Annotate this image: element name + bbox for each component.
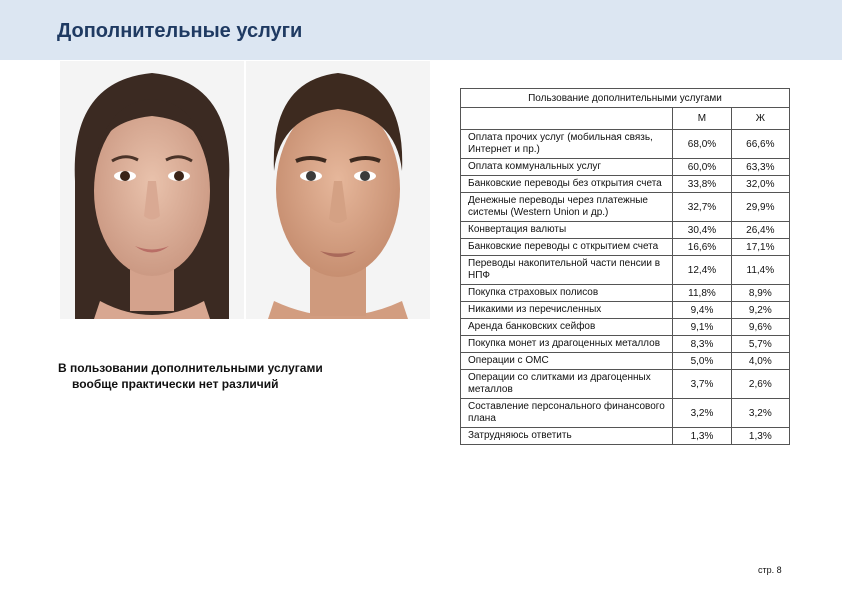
row-value-f: 5,7% xyxy=(731,336,789,353)
column-header-f: Ж xyxy=(731,108,789,130)
row-label: Оплата прочих услуг (мобильная связь, Интернет и пр.) xyxy=(461,130,673,159)
row-label: Составление персонального финансового плана xyxy=(461,399,673,428)
row-value-m: 11,8% xyxy=(673,285,731,302)
row-label: Аренда банковских сейфов xyxy=(461,319,673,336)
row-value-f: 11,4% xyxy=(731,256,789,285)
table-row xyxy=(461,399,790,428)
header-blank-cell xyxy=(461,108,673,130)
row-value-m: 30,4% xyxy=(673,222,731,239)
caption-line-2: вообще практически нет различий xyxy=(72,377,279,391)
table-row xyxy=(461,159,790,176)
page-number: стр. 8 xyxy=(758,565,782,575)
row-value-m: 60,0% xyxy=(673,159,731,176)
table-row xyxy=(461,302,790,319)
row-label: Денежные переводы через платежные системы (Western Union и др.) xyxy=(461,193,673,222)
table-row xyxy=(461,130,790,159)
table-caption-row xyxy=(461,89,790,108)
column-header-m: М xyxy=(673,108,731,130)
table-row xyxy=(461,428,790,445)
table-row xyxy=(461,256,790,285)
table-row xyxy=(461,193,790,222)
row-value-f: 9,6% xyxy=(731,319,789,336)
row-value-f: 26,4% xyxy=(731,222,789,239)
row-value-m: 3,7% xyxy=(673,370,731,399)
row-value-m: 5,0% xyxy=(673,353,731,370)
row-value-f: 2,6% xyxy=(731,370,789,399)
table-header-row xyxy=(461,108,790,130)
services-table xyxy=(460,88,790,445)
female-face-photo xyxy=(60,61,244,319)
row-value-m: 1,3% xyxy=(673,428,731,445)
row-label: Никакими из перечисленных xyxy=(461,302,673,319)
row-value-f: 66,6% xyxy=(731,130,789,159)
row-value-m: 68,0% xyxy=(673,130,731,159)
page-title: Дополнительные услуги xyxy=(57,20,303,42)
table-row xyxy=(461,353,790,370)
table-row xyxy=(461,370,790,399)
row-value-f: 9,2% xyxy=(731,302,789,319)
row-value-m: 9,1% xyxy=(673,319,731,336)
male-face-photo xyxy=(246,61,430,319)
row-label: Операции со слитками из драгоценных металлов xyxy=(461,370,673,399)
row-value-f: 3,2% xyxy=(731,399,789,428)
row-value-f: 63,3% xyxy=(731,159,789,176)
row-value-f: 29,9% xyxy=(731,193,789,222)
row-label: Конвертация валюты xyxy=(461,222,673,239)
row-label: Покупка страховых полисов xyxy=(461,285,673,302)
row-value-f: 4,0% xyxy=(731,353,789,370)
row-value-m: 12,4% xyxy=(673,256,731,285)
table-row xyxy=(461,176,790,193)
summary-caption xyxy=(58,360,388,392)
row-label: Покупка монет из драгоценных металлов xyxy=(461,336,673,353)
row-value-f: 17,1% xyxy=(731,239,789,256)
table-row xyxy=(461,285,790,302)
row-value-m: 3,2% xyxy=(673,399,731,428)
row-value-m: 32,7% xyxy=(673,193,731,222)
row-label: Операции с ОМС xyxy=(461,353,673,370)
row-value-m: 9,4% xyxy=(673,302,731,319)
face-photos xyxy=(60,61,438,319)
table-row xyxy=(461,239,790,256)
row-label: Банковские переводы без открытия счета xyxy=(461,176,673,193)
table-row xyxy=(461,319,790,336)
row-value-m: 33,8% xyxy=(673,176,731,193)
row-value-f: 8,9% xyxy=(731,285,789,302)
row-label: Переводы накопительной части пенсии в НПФ xyxy=(461,256,673,285)
row-value-m: 8,3% xyxy=(673,336,731,353)
row-value-f: 1,3% xyxy=(731,428,789,445)
row-label: Банковские переводы с открытием счета xyxy=(461,239,673,256)
row-value-m: 16,6% xyxy=(673,239,731,256)
row-label: Затрудняюсь ответить xyxy=(461,428,673,445)
row-label: Оплата коммунальных услуг xyxy=(461,159,673,176)
table-caption: Пользование дополнительными услугами xyxy=(461,89,790,108)
table-row xyxy=(461,222,790,239)
table-row xyxy=(461,336,790,353)
table-body xyxy=(461,130,790,445)
row-value-f: 32,0% xyxy=(731,176,789,193)
caption-line-1: В пользовании дополнительными услугами xyxy=(58,361,323,375)
